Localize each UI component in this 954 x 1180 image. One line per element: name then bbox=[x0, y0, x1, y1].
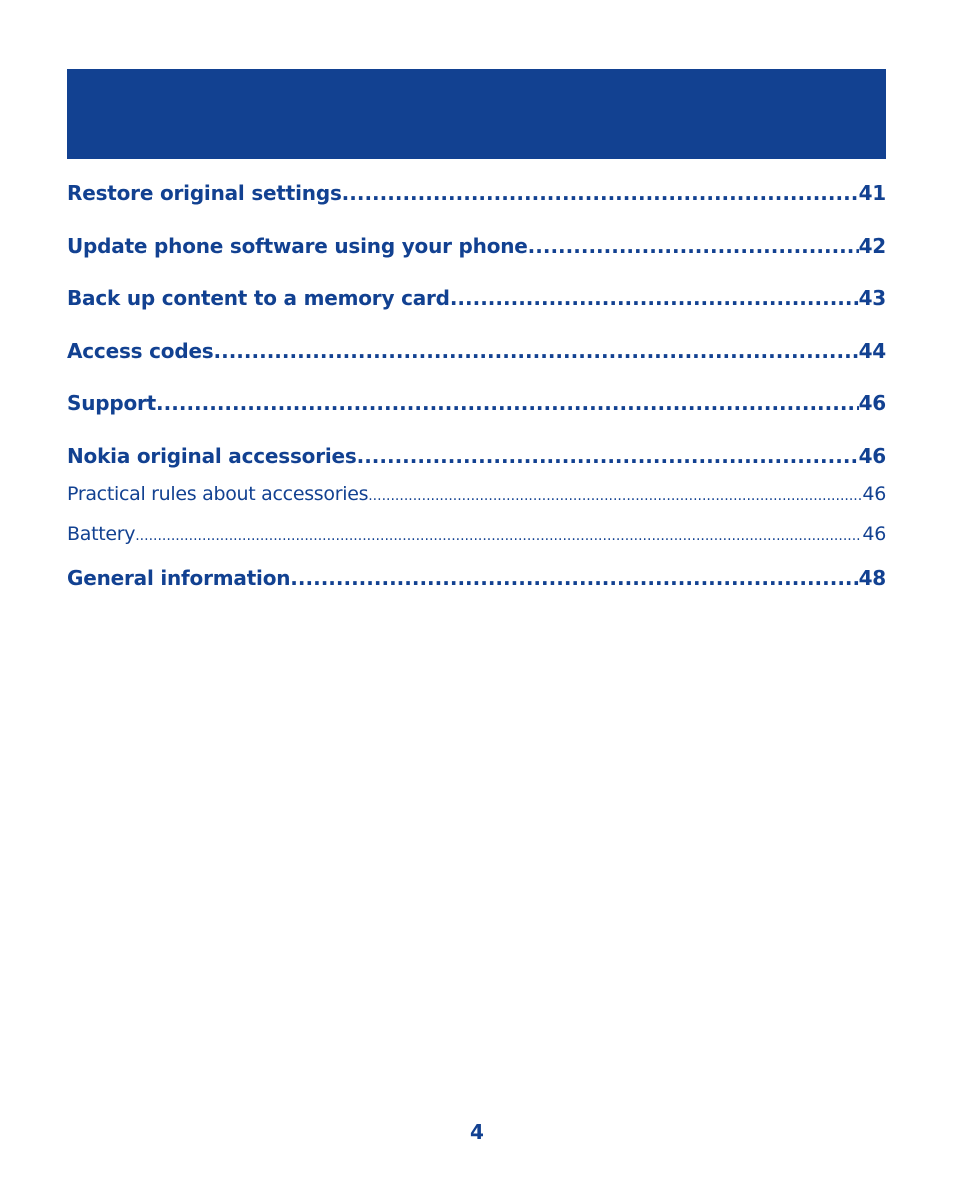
toc-entry-access-codes[interactable] bbox=[67, 336, 886, 389]
toc-entry-page: 41 bbox=[858, 181, 886, 205]
toc-entry-update-phone-software[interactable] bbox=[67, 231, 886, 284]
dot-leader bbox=[290, 563, 858, 593]
toc-entry-title: Update phone software using your phone bbox=[67, 233, 528, 258]
dot-leader bbox=[135, 521, 862, 551]
dot-leader bbox=[357, 441, 859, 471]
page-number: 4 bbox=[470, 1120, 484, 1144]
toc-entry-page: 46 bbox=[858, 443, 886, 468]
toc-entry-title: Back up content to a memory card bbox=[67, 286, 450, 310]
toc-entry-page: 46 bbox=[858, 391, 886, 415]
toc-subentry-practical-rules[interactable] bbox=[67, 479, 886, 519]
toc-entry-back-up-content[interactable] bbox=[67, 283, 886, 336]
dot-leader bbox=[156, 388, 859, 418]
table-of-contents bbox=[67, 178, 886, 615]
dot-leader bbox=[214, 336, 859, 366]
dot-leader bbox=[368, 481, 862, 511]
toc-entry-title: Support bbox=[67, 391, 157, 415]
dot-leader bbox=[528, 231, 859, 261]
toc-entry-restore-original-settings[interactable] bbox=[67, 178, 886, 231]
header-band bbox=[67, 69, 886, 159]
toc-entry-title: Battery bbox=[67, 522, 136, 545]
toc-entry-general-information[interactable] bbox=[67, 563, 886, 616]
toc-entry-support[interactable] bbox=[67, 388, 886, 441]
toc-entry-page: 46 bbox=[862, 522, 886, 545]
toc-entry-page: 42 bbox=[858, 233, 886, 258]
toc-entry-page: 43 bbox=[858, 286, 886, 310]
toc-entry-title: Access codes bbox=[67, 338, 214, 363]
dot-leader bbox=[342, 178, 859, 208]
dot-leader bbox=[450, 283, 859, 313]
toc-entry-title: Practical rules about accessories bbox=[67, 482, 369, 505]
toc-entry-title: General information bbox=[67, 565, 291, 590]
toc-entry-page: 46 bbox=[862, 482, 886, 505]
toc-entry-title: Restore original settings bbox=[67, 181, 342, 205]
toc-entry-nokia-original-accessories[interactable] bbox=[67, 441, 886, 479]
toc-entry-page: 48 bbox=[858, 565, 886, 590]
toc-subentry-battery[interactable] bbox=[67, 519, 886, 563]
toc-entry-page: 44 bbox=[858, 338, 886, 363]
toc-entry-title: Nokia original accessories bbox=[67, 443, 357, 468]
